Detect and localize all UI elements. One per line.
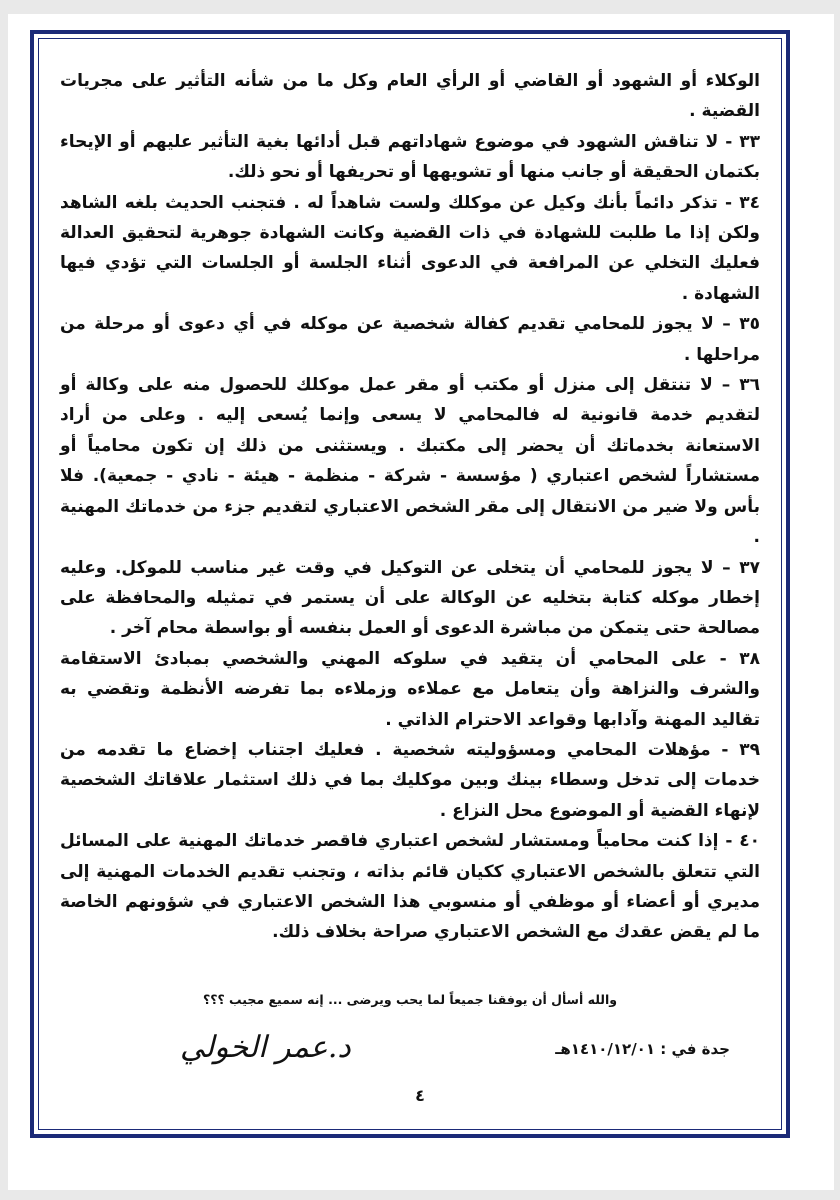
clause-38: ٣٨ - على المحامي أن يتقيد في سلوكه المهني والشخصي بمبادئ الاستقامة والشرف والنزاهة وأن يتعامل مع عملاءه وزملاءه بما تفرضه الأنظمة وتقضي به تقاليد المهنة وآدابها وقواعد الاحترام الذاتي . bbox=[60, 648, 760, 730]
paragraph-continuation: الوكلاء أو الشهود أو القاضي أو الرأي العام وكل ما من شأنه التأثير على مجريات القضية . bbox=[60, 71, 760, 122]
clause-40: ٤٠ - إذا كنت محامياً ومستشار لشخص اعتباري فاقصر خدماتك المهنية على المسائل التي تتعلق بالشخص الاعتباري ككيان قائم بذاته ، وتجنب تقديم الخدمات المهنية إلى مديري أو أعضاء أو موظفي أو منسوبي هذا الشخص الاعتباري في شؤونهم الخاصة ما لم يقض عقدك مع الشخص الاعتباري صراحة بخلاف ذلك. bbox=[60, 831, 760, 943]
clause-36: ٣٦ – لا تنتقل إلى منزل أو مكتب أو مقر عمل موكلك للحصول منه على وكالة أو لتقديم خدمة قانونية له فالمحامي لا يسعى وإنما يُسعى إليه . وعلى من أراد الاستعانة بخدماتك أن يحضر إلى مكتبك . ويستثنى من ذلك إن تكون محامياً أو مستشاراً لشخص اعتباري ( مؤسسة - شركة - منظمة - هيئة - نادي - جمعية). فلا بأس ولا ضير من الانتقال إلى مقر الشخص الاعتباري لتقديم جزء من خدماتك المهنية . bbox=[60, 375, 760, 548]
clause-35: ٣٥ – لا يجوز للمحامي تقديم كفالة شخصية عن موكله في أي دعوى أو مرحلة من مراحلها . bbox=[60, 314, 760, 365]
author-signature: د.عمر الخولي bbox=[180, 1030, 351, 1065]
page-number: ٤ bbox=[415, 1086, 425, 1105]
clause-37: ٣٧ – لا يجوز للمحامي أن يتخلى عن التوكيل في وقت غير مناسب للموكل. وعليه إخطار موكله كتابة بتخليه عن الوكالة على أن يستمر في تمثيله والمحافظة على مصالحة حتى يتمكن من مباشرة الدعوى أو العمل بنفسه أو بواسطة محام آخر . bbox=[60, 557, 760, 639]
document-body bbox=[60, 66, 760, 948]
clause-33: ٣٣ - لا تناقش الشهود في موضوع شهاداتهم قبل أدائها بغية التأثير عليهم أو الإيحاء بكتمان الحقيقة أو جانب منها أو تشويهها أو تحريفها أو نحو ذلك. bbox=[60, 131, 760, 183]
document-date: جدة في : ١٤١٠/١٢/٠١هـ bbox=[555, 1040, 730, 1058]
clause-39: ٣٩ - مؤهلات المحامي ومسؤوليته شخصية . فعليك اجتناب إخضاع ما تقدمه من خدمات إلى تدخل وسطاء بينك وبين موكليك بما في ذلك استثمار علاقاتك الشخصية لإنهاء القضية أو الموضوع محل النزاع . bbox=[60, 739, 760, 821]
clause-34: ٣٤ - تذكر دائماً بأنك وكيل عن موكلك ولست شاهداً له . فتجنب الحديث بلغه الشاهد ولكن إذا ما طلبت للشهادة في ذات القضية وكانت الشهادة جوهرية لتحقيق العدالة فعليك التخلي عن المرافعة في الدعوى أثناء الجلسة أو الجلسات التي تؤدي فيها الشهادة . bbox=[60, 192, 760, 304]
closing-prayer: والله أسأل أن يوفقنا جميعاً لما يحب ويرضى ... إنه سميع مجيب ؟؟؟ bbox=[202, 992, 618, 1007]
